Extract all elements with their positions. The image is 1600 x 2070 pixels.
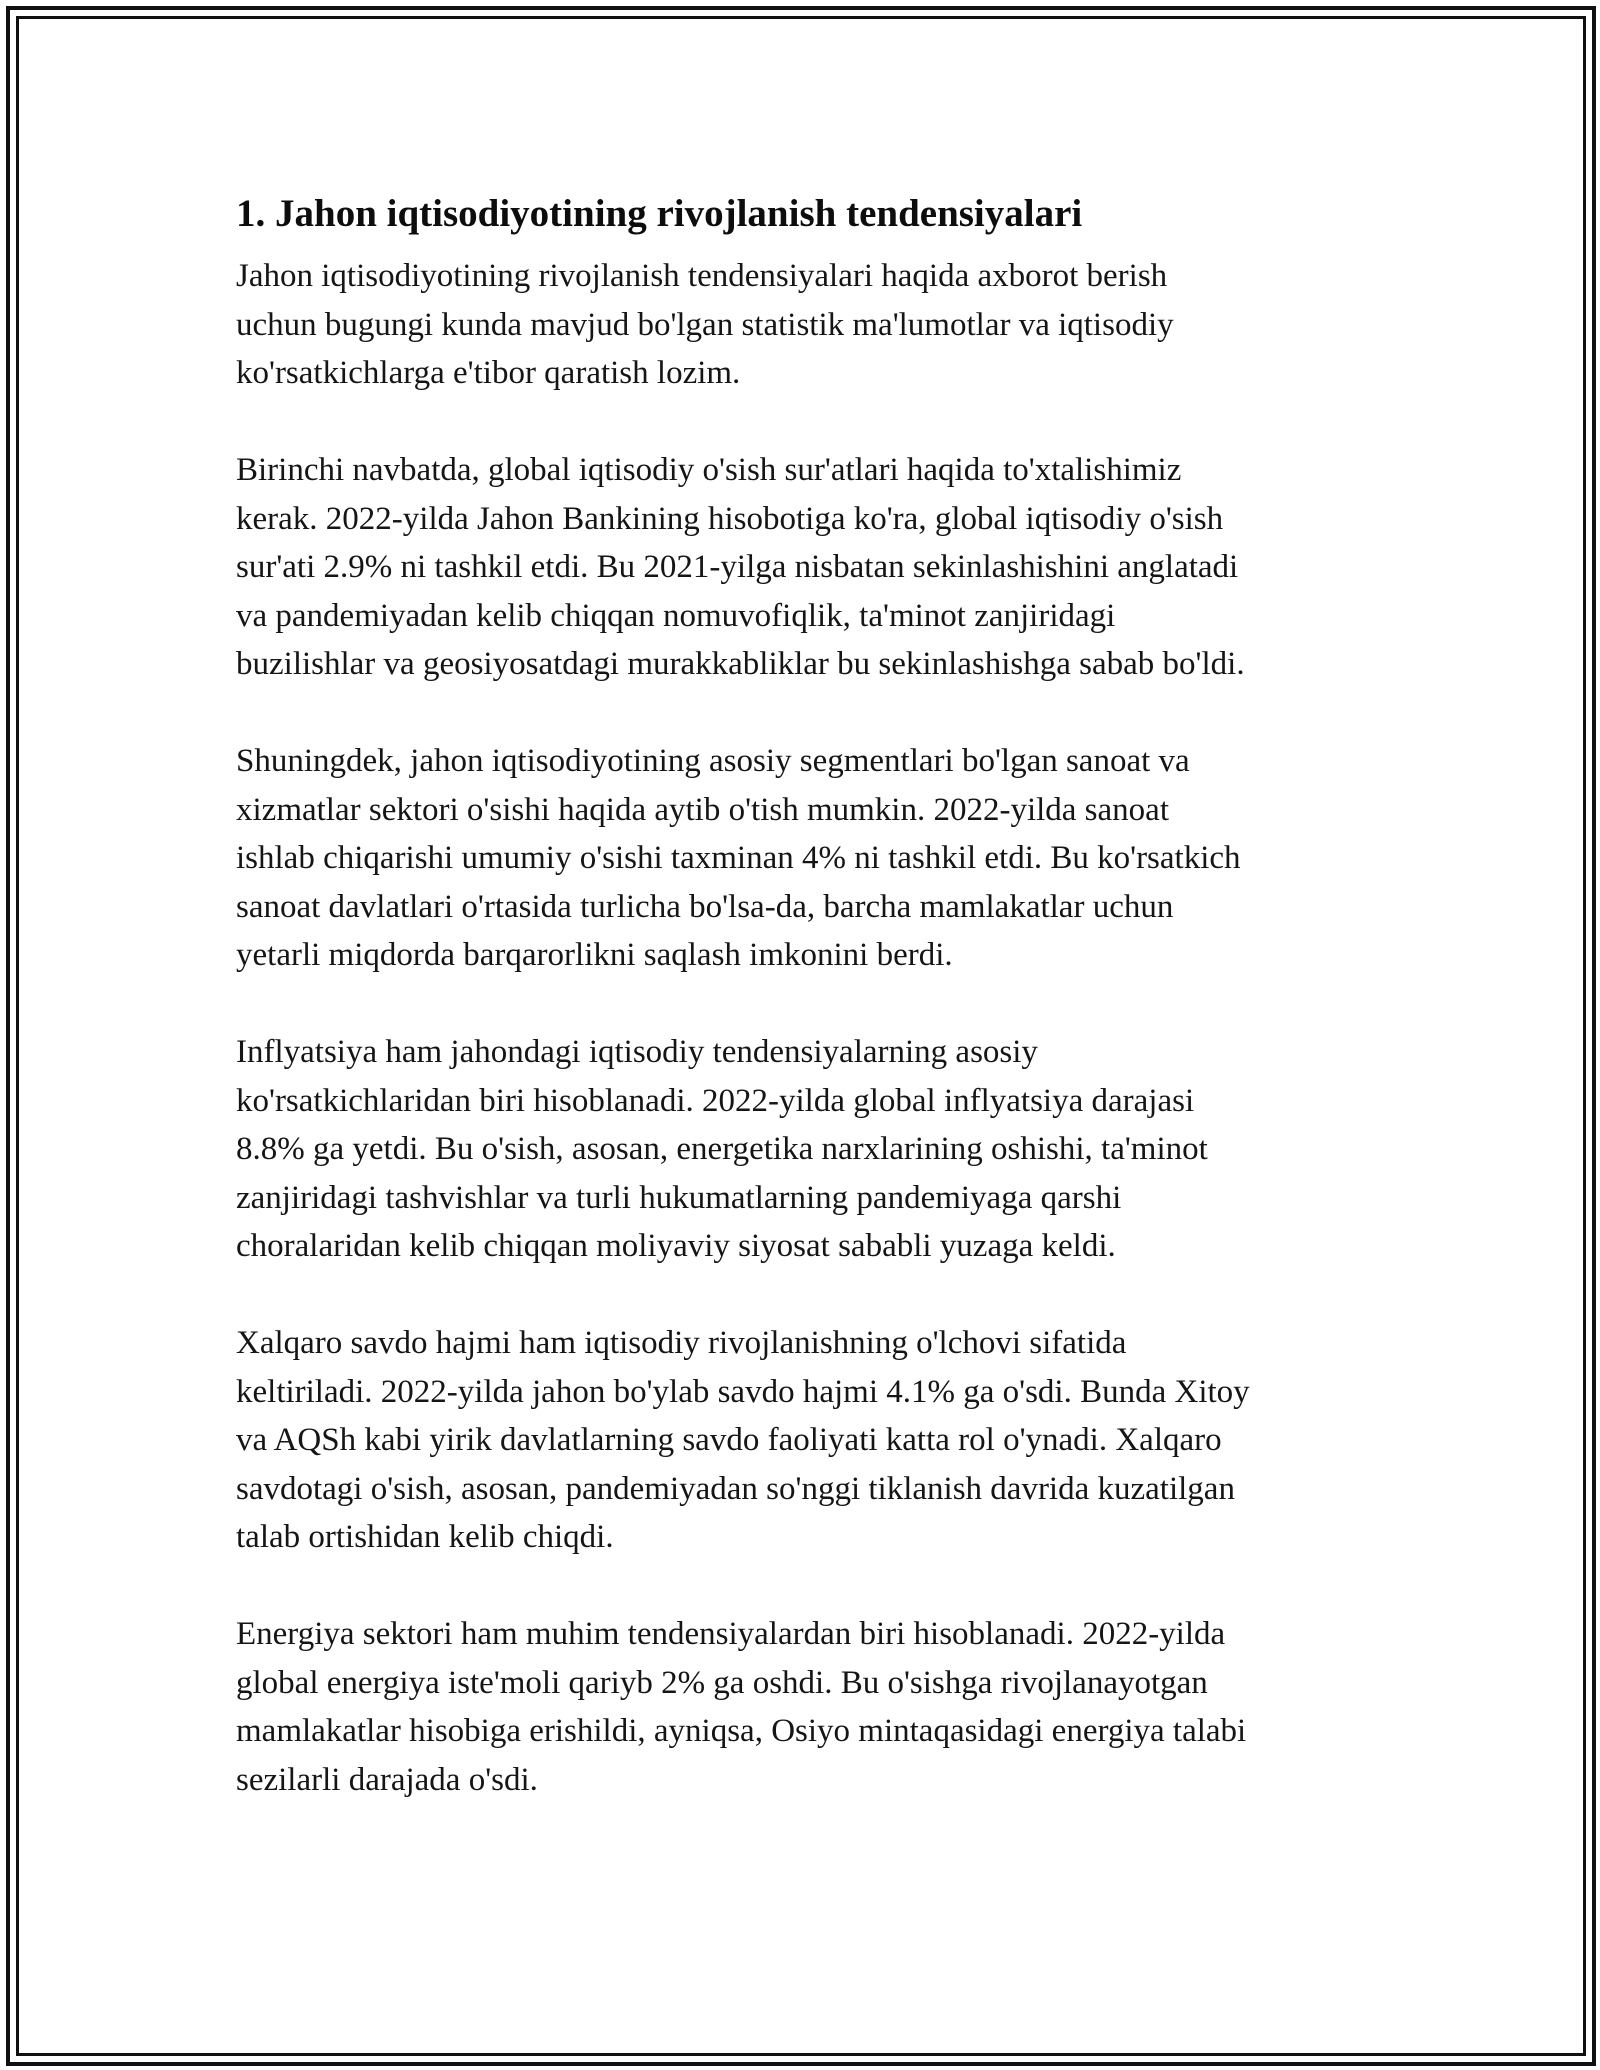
paragraph-line: uchun bugungi kunda mavjud bo'lgan statistik ma'lumotlar va iqtisodiy	[236, 306, 1174, 343]
paragraph-line: ko'rsatkichlarga e'tibor qaratish lozim.	[236, 355, 741, 391]
paragraph-line: Jahon iqtisodiyotining rivojlanish tendensiyalari haqida axborot berish	[236, 258, 1168, 294]
paragraph-line: sezilarli darajada o'sdi.	[236, 1761, 538, 1798]
section-heading: 1. Jahon iqtisodiyotining rivojlanish tendensiyalari	[236, 192, 1083, 235]
paragraph-line: choralaridan kelib chiqqan moliyaviy siyosat sababli yuzaga keldi.	[236, 1228, 1116, 1264]
paragraph-line: ko'rsatkichlaridan biri hisoblanadi. 2022-yilda global inflyatsiya darajasi	[236, 1082, 1195, 1119]
paragraph-line: Inflyatsiya ham jahondagi iqtisodiy tendensiyalarning asosiy	[236, 1034, 1038, 1070]
paragraph-line: buzilishlar va geosiyosatdagi murakkabliklar bu sekinlashishga sabab bo'ldi.	[236, 646, 1245, 682]
paragraph-line: kerak. 2022-yilda Jahon Bankining hisobotiga ko'ra, global iqtisodiy o'sish	[236, 500, 1224, 537]
paragraph-line: Birinchi navbatda, global iqtisodiy o'sish sur'atlari haqida to'xtalishimiz	[236, 452, 1182, 488]
paragraph-line: sur'ati 2.9% ni tashkil etdi. Bu 2021-yilga nisbatan sekinlashishini anglatadi	[236, 549, 1239, 585]
document-body	[236, 188, 1372, 1853]
paragraph-line: keltiriladi. 2022-yilda jahon bo'ylab savdo hajmi 4.1% ga o'sdi. Bunda Xitoy	[236, 1373, 1250, 1410]
paragraph-industry-services	[236, 737, 1372, 980]
paragraph-inflation	[236, 1028, 1372, 1271]
paragraph-economic-growth	[236, 446, 1372, 689]
paragraph-energy	[236, 1610, 1372, 1804]
paragraph-line: va AQSh kabi yirik davlatlarning savdo faoliyati katta rol o'ynadi. Xalqaro	[236, 1422, 1222, 1458]
paragraph-line: mamlakatlar hisobiga erishildi, ayniqsa, Osiyo mintaqasidagi energiya talabi	[236, 1713, 1247, 1749]
paragraph-trade	[236, 1319, 1372, 1562]
paragraph-intro	[236, 252, 1372, 398]
paragraph-line: yetarli miqdorda barqarorlikni saqlash imkonini berdi.	[236, 937, 953, 973]
paragraph-line: savdotagi o'sish, asosan, pandemiyadan so'nggi tiklanish davrida kuzatilgan	[236, 1470, 1235, 1507]
paragraph-line: global energiya iste'moli qariyb 2% ga oshdi. Bu o'sishga rivojlanayotgan	[236, 1664, 1208, 1701]
paragraph-line: Xalqaro savdo hajmi ham iqtisodiy rivojlanishning o'lchovi sifatida	[236, 1325, 1127, 1361]
paragraph-line: ishlab chiqarishi umumiy o'sishi taxminan 4% ni tashkil etdi. Bu ko'rsatkich	[236, 840, 1241, 876]
paragraph-line: Shuningdek, jahon iqtisodiyotining asosiy segmentlari bo'lgan sanoat va	[236, 743, 1190, 779]
paragraph-line: 8.8% ga yetdi. Bu o'sish, asosan, energetika narxlarining oshishi, ta'minot	[236, 1131, 1208, 1167]
paragraph-line: Energiya sektori ham muhim tendensiyalardan biri hisoblanadi. 2022-yilda	[236, 1616, 1226, 1652]
paragraph-line: zanjiridagi tashvishlar va turli hukumatlarning pandemiyaga qarshi	[236, 1179, 1122, 1216]
paragraph-line: talab ortishidan kelib chiqdi.	[236, 1519, 614, 1555]
paragraph-line: va pandemiyadan kelib chiqqan nomuvofiqlik, ta'minot zanjiridagi	[236, 597, 1116, 634]
paragraph-line: sanoat davlatlari o'rtasida turlicha bo'lsa-da, barcha mamlakatlar uchun	[236, 888, 1174, 925]
paragraph-line: xizmatlar sektori o'sishi haqida aytib o'tish mumkin. 2022-yilda sanoat	[236, 791, 1169, 828]
